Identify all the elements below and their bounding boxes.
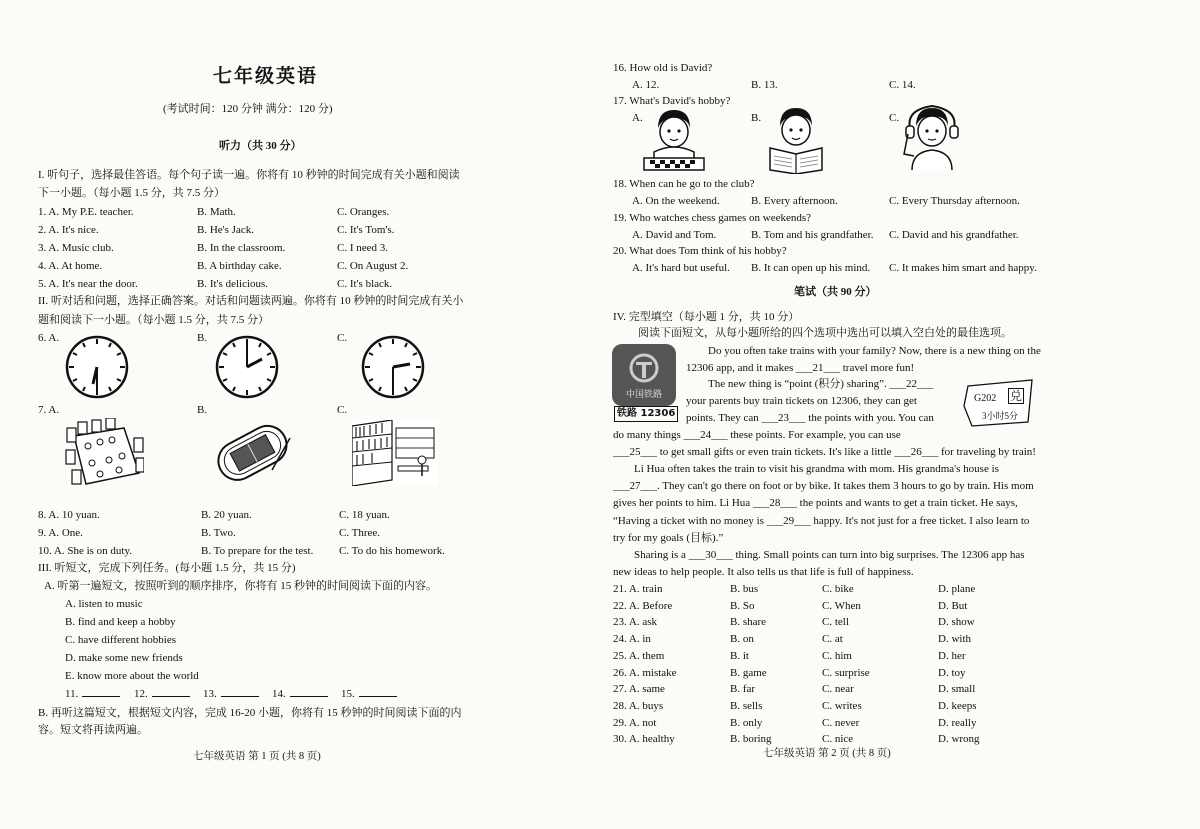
answer-blank-15[interactable]: 15. — [341, 687, 397, 701]
question-20-option-c: C. It makes him smart and happy. — [889, 262, 1037, 274]
choice-24-d: D. with — [938, 633, 971, 646]
choice-26-b: B. game — [730, 666, 767, 679]
passage-line: your parents buy train tickets on 12306, they can get — [686, 395, 917, 407]
passage-line: Li Hua often takes the train to visit his grandma with mom. His grandma's house is — [634, 463, 999, 475]
choice-27-a: 27. A. same — [613, 683, 665, 696]
question-8-option-c: C. 18 yuan. — [339, 509, 390, 521]
part-a-option: A. listen to music — [65, 598, 143, 610]
choice-24-a: 24. A. in — [613, 633, 651, 646]
question-7-label-b: B. — [197, 404, 208, 416]
question-20-option-a: A. It's hard but useful. — [632, 262, 730, 274]
choice-25-a: 25. A. them — [613, 649, 665, 662]
part-a-option: B. find and keep a hobby — [65, 616, 176, 628]
section4-title: IV. 完型填空（每小题 1 分，共 10 分） — [613, 311, 800, 323]
choice-26-d: D. toy — [938, 666, 966, 679]
question-10-option-b: B. To prepare for the test. — [201, 545, 314, 557]
boy-listening-music-icon — [898, 104, 964, 174]
question-19-option-a: A. David and Tom. — [632, 229, 717, 241]
section1-instruction-cont: 下一小题。（每小题 1.5 分，共 7.5 分） — [38, 187, 225, 199]
part-a-option: E. know more about the world — [65, 670, 199, 682]
choice-25-c: C. him — [822, 649, 852, 662]
boy-playing-chess-icon — [640, 106, 708, 174]
choice-30-a: 30. A. healthy — [613, 733, 675, 746]
answer-blank-13[interactable]: 13. — [203, 687, 259, 701]
question-17: 17. What's David's hobby? — [613, 95, 731, 107]
part-b-instruction-cont: 容。短文将再读两遍。 — [38, 724, 148, 736]
section4-instruction: 阅读下面短文，从每小题所给的四个选项中选出可以填入空白处的最佳选项。 — [638, 327, 1012, 339]
question-18-option-b: B. Every afternoon. — [751, 195, 838, 207]
choice-26-c: C. surprise — [822, 666, 870, 679]
choice-21-a: 21. A. train — [613, 583, 663, 595]
passage-line: ___25___ to get small gifts or even train tickets. It's like a little ___26___ for traveling by train! — [613, 446, 1036, 458]
passage-line: “Having a ticket with no money is ___29___ happy. It's not just for a free ticket. I also learn to — [613, 515, 1030, 527]
question-2-option-b: B. He's Jack. — [197, 224, 254, 236]
question-18-option-c: C. Every Thursday afternoon. — [889, 195, 1020, 207]
choice-27-c: C. near — [822, 683, 854, 696]
exam-page-2 — [600, 0, 1200, 829]
question-6-label-a: 6. A. — [38, 332, 60, 344]
choice-29-c: C. never — [822, 716, 860, 729]
question-5-option-b: B. It's delicious. — [197, 278, 269, 290]
question-18-option-a: A. On the weekend. — [632, 195, 720, 207]
choice-30-b: B. boring — [730, 733, 772, 746]
section2-instruction-cont: 题和阅读下一小题。（每小题 1.5 分，共 7.5 分） — [38, 314, 269, 326]
choice-24-b: B. on — [730, 633, 754, 646]
choice-30-c: C. nice — [822, 733, 854, 746]
passage-line: The new thing is “point (积分) sharing”. ___22___ — [708, 378, 934, 390]
question-8-option-b: B. 20 yuan. — [201, 509, 252, 521]
question-7-label-a: 7. A. — [38, 404, 60, 416]
part-a-option: C. have different hobbies — [65, 634, 176, 646]
question-16: 16. How old is David? — [613, 62, 713, 74]
question-16-option-b: B. 13. — [751, 79, 778, 91]
choice-24-c: C. at — [822, 633, 843, 646]
question-7-label-c: C. — [337, 404, 348, 416]
clock-icon — [64, 334, 130, 400]
question-3-option-a: 3. A. Music club. — [38, 242, 114, 254]
question-1-option-c: C. Oranges. — [337, 206, 390, 218]
question-4-option-c: C. On August 2. — [337, 260, 409, 272]
section1-instruction: I. 听句子，选择最佳答语。每个句子读一遍。你将有 10 秒钟的时间完成有关小题和阅读 — [38, 169, 460, 181]
passage-line: points. They can ___23___ the points with you. You can — [686, 412, 934, 424]
question-16-option-a: A. 12. — [632, 79, 660, 91]
choice-21-b: B. bus — [730, 583, 759, 595]
boy-reading-icon — [764, 104, 828, 174]
passage-line: 12306 app, and it makes ___21___ travel more fun! — [686, 362, 915, 374]
question-19: 19. Who watches chess games on weekends? — [613, 212, 812, 224]
china-railway-logo — [612, 344, 676, 420]
passage-line: gives her points to him. Li Hua ___28___ the points and wants to get a train ticket. He says, — [613, 497, 1018, 509]
question-17-label-b: B. — [751, 112, 762, 124]
answer-blank-11[interactable]: 11. — [65, 687, 120, 701]
listening-header: 听力（共 30 分） — [219, 140, 302, 152]
logo-text: 中国铁路 — [626, 390, 663, 400]
choice-29-a: 29. A. not — [613, 716, 657, 729]
choice-22-c: C. When — [822, 599, 861, 612]
part-a-instruction: A. 听第一遍短文，按照听到的顺序排序，你将有 15 秒钟的时间阅读下面的内容。 — [44, 580, 437, 592]
question-10-option-c: C. To do his homework. — [339, 545, 445, 557]
question-4-option-b: B. A birthday cake. — [197, 260, 282, 272]
section2-instruction: II. 听对话和问题，选择正确答案。对话和问题读两遍。你将有 10 秒钟的时间完成有关小 — [38, 295, 464, 307]
page-footer: 七年级英语 第 1 页 (共 8 页) — [193, 751, 321, 762]
question-17-label-c: C. — [889, 112, 900, 124]
question-1-option-a: 1. A. My P.E. teacher. — [38, 206, 134, 218]
passage-line: new ideas to help people. It also tells us that life is full of happiness. — [613, 566, 914, 578]
question-3-option-c: C. I need 3. — [337, 242, 389, 254]
choice-22-b: B. So — [730, 599, 755, 612]
choice-30-d: D. wrong — [938, 733, 980, 746]
answer-blank-12[interactable]: 12. — [134, 687, 190, 701]
library-icon — [352, 420, 438, 486]
choice-23-d: D. show — [938, 616, 975, 629]
clock-icon — [360, 334, 426, 400]
choice-28-a: 28. A. buys — [613, 699, 664, 712]
question-9-option-b: B. Two. — [201, 527, 236, 539]
logo-caption: 铁路 12306 — [614, 406, 678, 422]
question-2-option-c: C. It's Tom's. — [337, 224, 395, 236]
dining-table-icon — [64, 418, 144, 490]
choice-21-d: D. plane — [938, 583, 976, 595]
exam-page-1 — [0, 0, 580, 829]
question-6-label-b: B. — [197, 332, 208, 344]
choice-28-b: B. sells — [730, 699, 763, 712]
choice-28-d: D. keeps — [938, 699, 977, 712]
question-4-option-a: 4. A. At home. — [38, 260, 103, 272]
section3-instruction: III. 听短文，完成下列任务。(每小题 1.5 分，共 15 分) — [38, 562, 296, 574]
question-5-option-c: C. It's black. — [337, 278, 393, 290]
question-9-option-a: 9. A. One. — [38, 527, 83, 539]
ticket-train-number: G202 — [974, 393, 997, 404]
question-9-option-c: C. Three. — [339, 527, 381, 539]
choice-21-c: C. bike — [822, 583, 854, 595]
question-18: 18. When can he go to the club? — [613, 178, 755, 190]
choice-22-d: D. But — [938, 599, 968, 612]
answer-blank-14[interactable]: 14. — [272, 687, 328, 701]
page-footer: 七年级英语 第 2 页 (共 8 页) — [763, 748, 891, 759]
question-6-label-c: C. — [337, 332, 348, 344]
writing-header: 笔试（共 90 分） — [794, 286, 877, 298]
train-ticket-badge-icon — [962, 378, 1038, 428]
question-5-option-a: 5. A. It's near the door. — [38, 278, 138, 290]
part-b-instruction: B. 再听这篇短文，根据短文内容，完成 16-20 小题，你将有 15 秒钟的时间阅读下面的内 — [38, 707, 462, 719]
choice-26-a: 26. A. mistake — [613, 666, 677, 679]
ticket-duration: 3小时5分 — [982, 411, 1019, 421]
choice-22-a: 22. A. Before — [613, 599, 673, 612]
question-19-option-b: B. Tom and his grandfather. — [751, 229, 874, 241]
running-track-icon — [210, 420, 294, 484]
passage-line: Sharing is a ___30___ thing. Small points can turn into big surprises. The 12306 app has — [634, 549, 1025, 561]
passage-line: try for my goals (目标).” — [613, 532, 724, 544]
question-19-option-c: C. David and his grandfather. — [889, 229, 1019, 241]
question-17-label-a: A. — [632, 112, 643, 124]
passage-line: Do you often take trains with your family? Now, there is a new thing on the — [708, 345, 1041, 357]
question-3-option-b: B. In the classroom. — [197, 242, 286, 254]
question-1-option-b: B. Math. — [197, 206, 236, 218]
choice-23-c: C. tell — [822, 616, 849, 629]
choice-27-d: D. small — [938, 683, 976, 696]
passage-line: do many things ___24___ these points. For example, you can use — [613, 429, 901, 441]
choice-23-b: B. share — [730, 616, 767, 629]
question-20-option-b: B. It can open up his mind. — [751, 262, 871, 274]
question-16-option-c: C. 14. — [889, 79, 916, 91]
choice-29-b: B. only — [730, 716, 763, 729]
choice-25-b: B. it — [730, 649, 749, 662]
question-10-option-a: 10. A. She is on duty. — [38, 545, 133, 557]
choice-25-d: D. her — [938, 649, 966, 662]
question-20: 20. What does Tom think of his hobby? — [613, 245, 787, 257]
ticket-redeem-badge: 兑 — [1010, 389, 1023, 403]
question-2-option-a: 2. A. It's nice. — [38, 224, 99, 236]
choice-23-a: 23. A. ask — [613, 616, 657, 629]
part-a-option: D. make some new friends — [65, 652, 183, 664]
exam-title: 七年级英语 — [213, 66, 319, 87]
passage-line: ___27___. They can't go there on foot or by bike. It takes them 3 hours to go by train. His mom — [613, 480, 1034, 492]
exam-info: (考试时间：120 分钟 满分：120 分) — [163, 103, 333, 115]
question-8-option-a: 8. A. 10 yuan. — [38, 509, 100, 521]
choice-27-b: B. far — [730, 683, 756, 696]
choice-29-d: D. really — [938, 716, 977, 729]
choice-28-c: C. writes — [822, 699, 862, 712]
clock-icon — [214, 334, 280, 400]
